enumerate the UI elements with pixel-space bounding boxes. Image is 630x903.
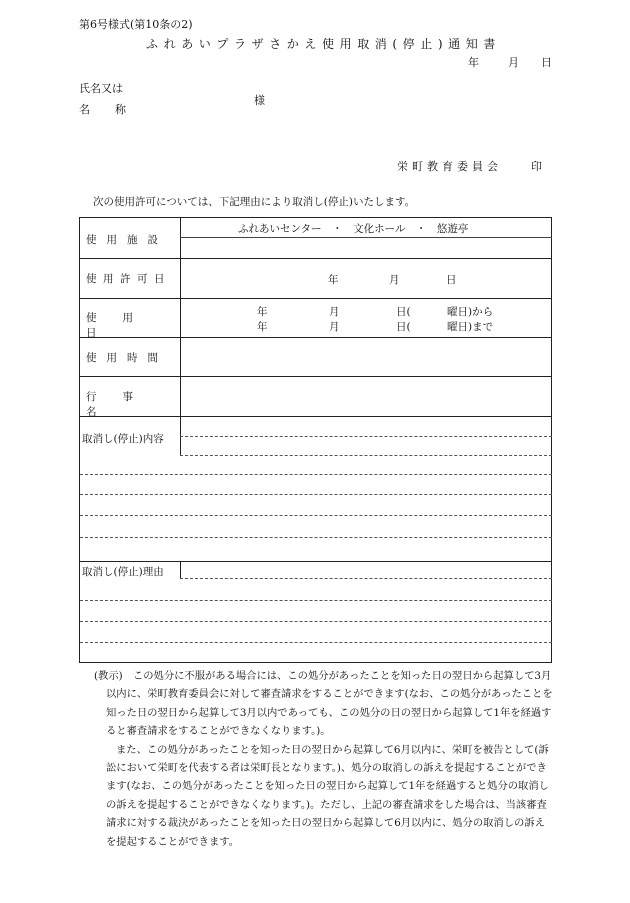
recipient-label-2: 名 称 xyxy=(79,103,127,116)
facility-label: 使用施設 xyxy=(86,234,168,246)
date-day: 日 xyxy=(541,56,552,69)
notice-paragraph-2: また、この処分があったことを知った日の翌日から起算して6月以内に、栄町を被告として(訴訟において栄町を代表する者は栄町長となります。)、処分の取消しの訴えを提起することができます(なお、この処分があったことを知った日の翌日から起算して1年を経過すると処分の取消しの訴えを提起することができなくなります。)。ただし、上記の審査請求をした場合は、当該審査請求に対する裁決があったことを知った日の翌日から起算して6月以内に、処分の取消しの訴えを提起することができます。 xyxy=(106,743,549,848)
facility-options: ふれあいセンター ・ 文化ホール ・ 悠遊亭 xyxy=(238,223,469,235)
document-title: ふれあいプラザさかえ使用取消(停止)通知書 xyxy=(146,37,501,51)
to-year: 年 xyxy=(257,321,268,333)
to-month: 月 xyxy=(329,321,340,333)
usage-table xyxy=(79,217,552,663)
permit-month: 月 xyxy=(389,274,400,286)
form-number: 第6号様式(第10条の2) xyxy=(79,18,193,31)
issuer: 栄町教育委員会 xyxy=(397,160,502,173)
notice-label: (教示) xyxy=(94,670,123,682)
permit-day: 日 xyxy=(446,274,457,286)
event-name-label: 行事名 xyxy=(86,391,159,418)
recipient-label-1: 氏名又は xyxy=(79,82,123,95)
use-time-label: 使用時間 xyxy=(86,352,168,364)
seal-mark: 印 xyxy=(531,160,542,173)
date-year: 年 xyxy=(468,56,479,69)
use-date-label: 使用日 xyxy=(86,312,159,339)
from-day: 日( xyxy=(396,306,411,318)
from-weekday: 曜日)から xyxy=(447,306,494,318)
cancel-reason-label: 取消し(停止)理由 xyxy=(82,566,164,578)
notice-section xyxy=(84,667,554,851)
recipient-honorific: 様 xyxy=(254,94,265,107)
notice-paragraph-1: この処分に不服がある場合には、この処分があったことを知った日の翌日から起算して3月以内に、栄町教育委員会に対して審査請求をすることができます(なお、この処分があったことを知った日の翌日から起算して3月以内であっても、この処分の日の翌日から起算して1年を経過すると審査請求をすることができなくなります。)。 xyxy=(106,670,553,738)
from-year: 年 xyxy=(257,306,268,318)
to-day: 日( xyxy=(396,321,411,333)
permit-year: 年 xyxy=(328,274,339,286)
from-month: 月 xyxy=(329,306,340,318)
to-weekday: 曜日)まで xyxy=(447,321,494,333)
intro-text: 次の使用許可については、下記理由により取消し(停止)いたします。 xyxy=(93,196,416,208)
cancel-content-label: 取消し(停止)内容 xyxy=(82,433,164,445)
permit-date-label: 使用許可日 xyxy=(86,273,171,285)
date-month: 月 xyxy=(508,56,519,69)
